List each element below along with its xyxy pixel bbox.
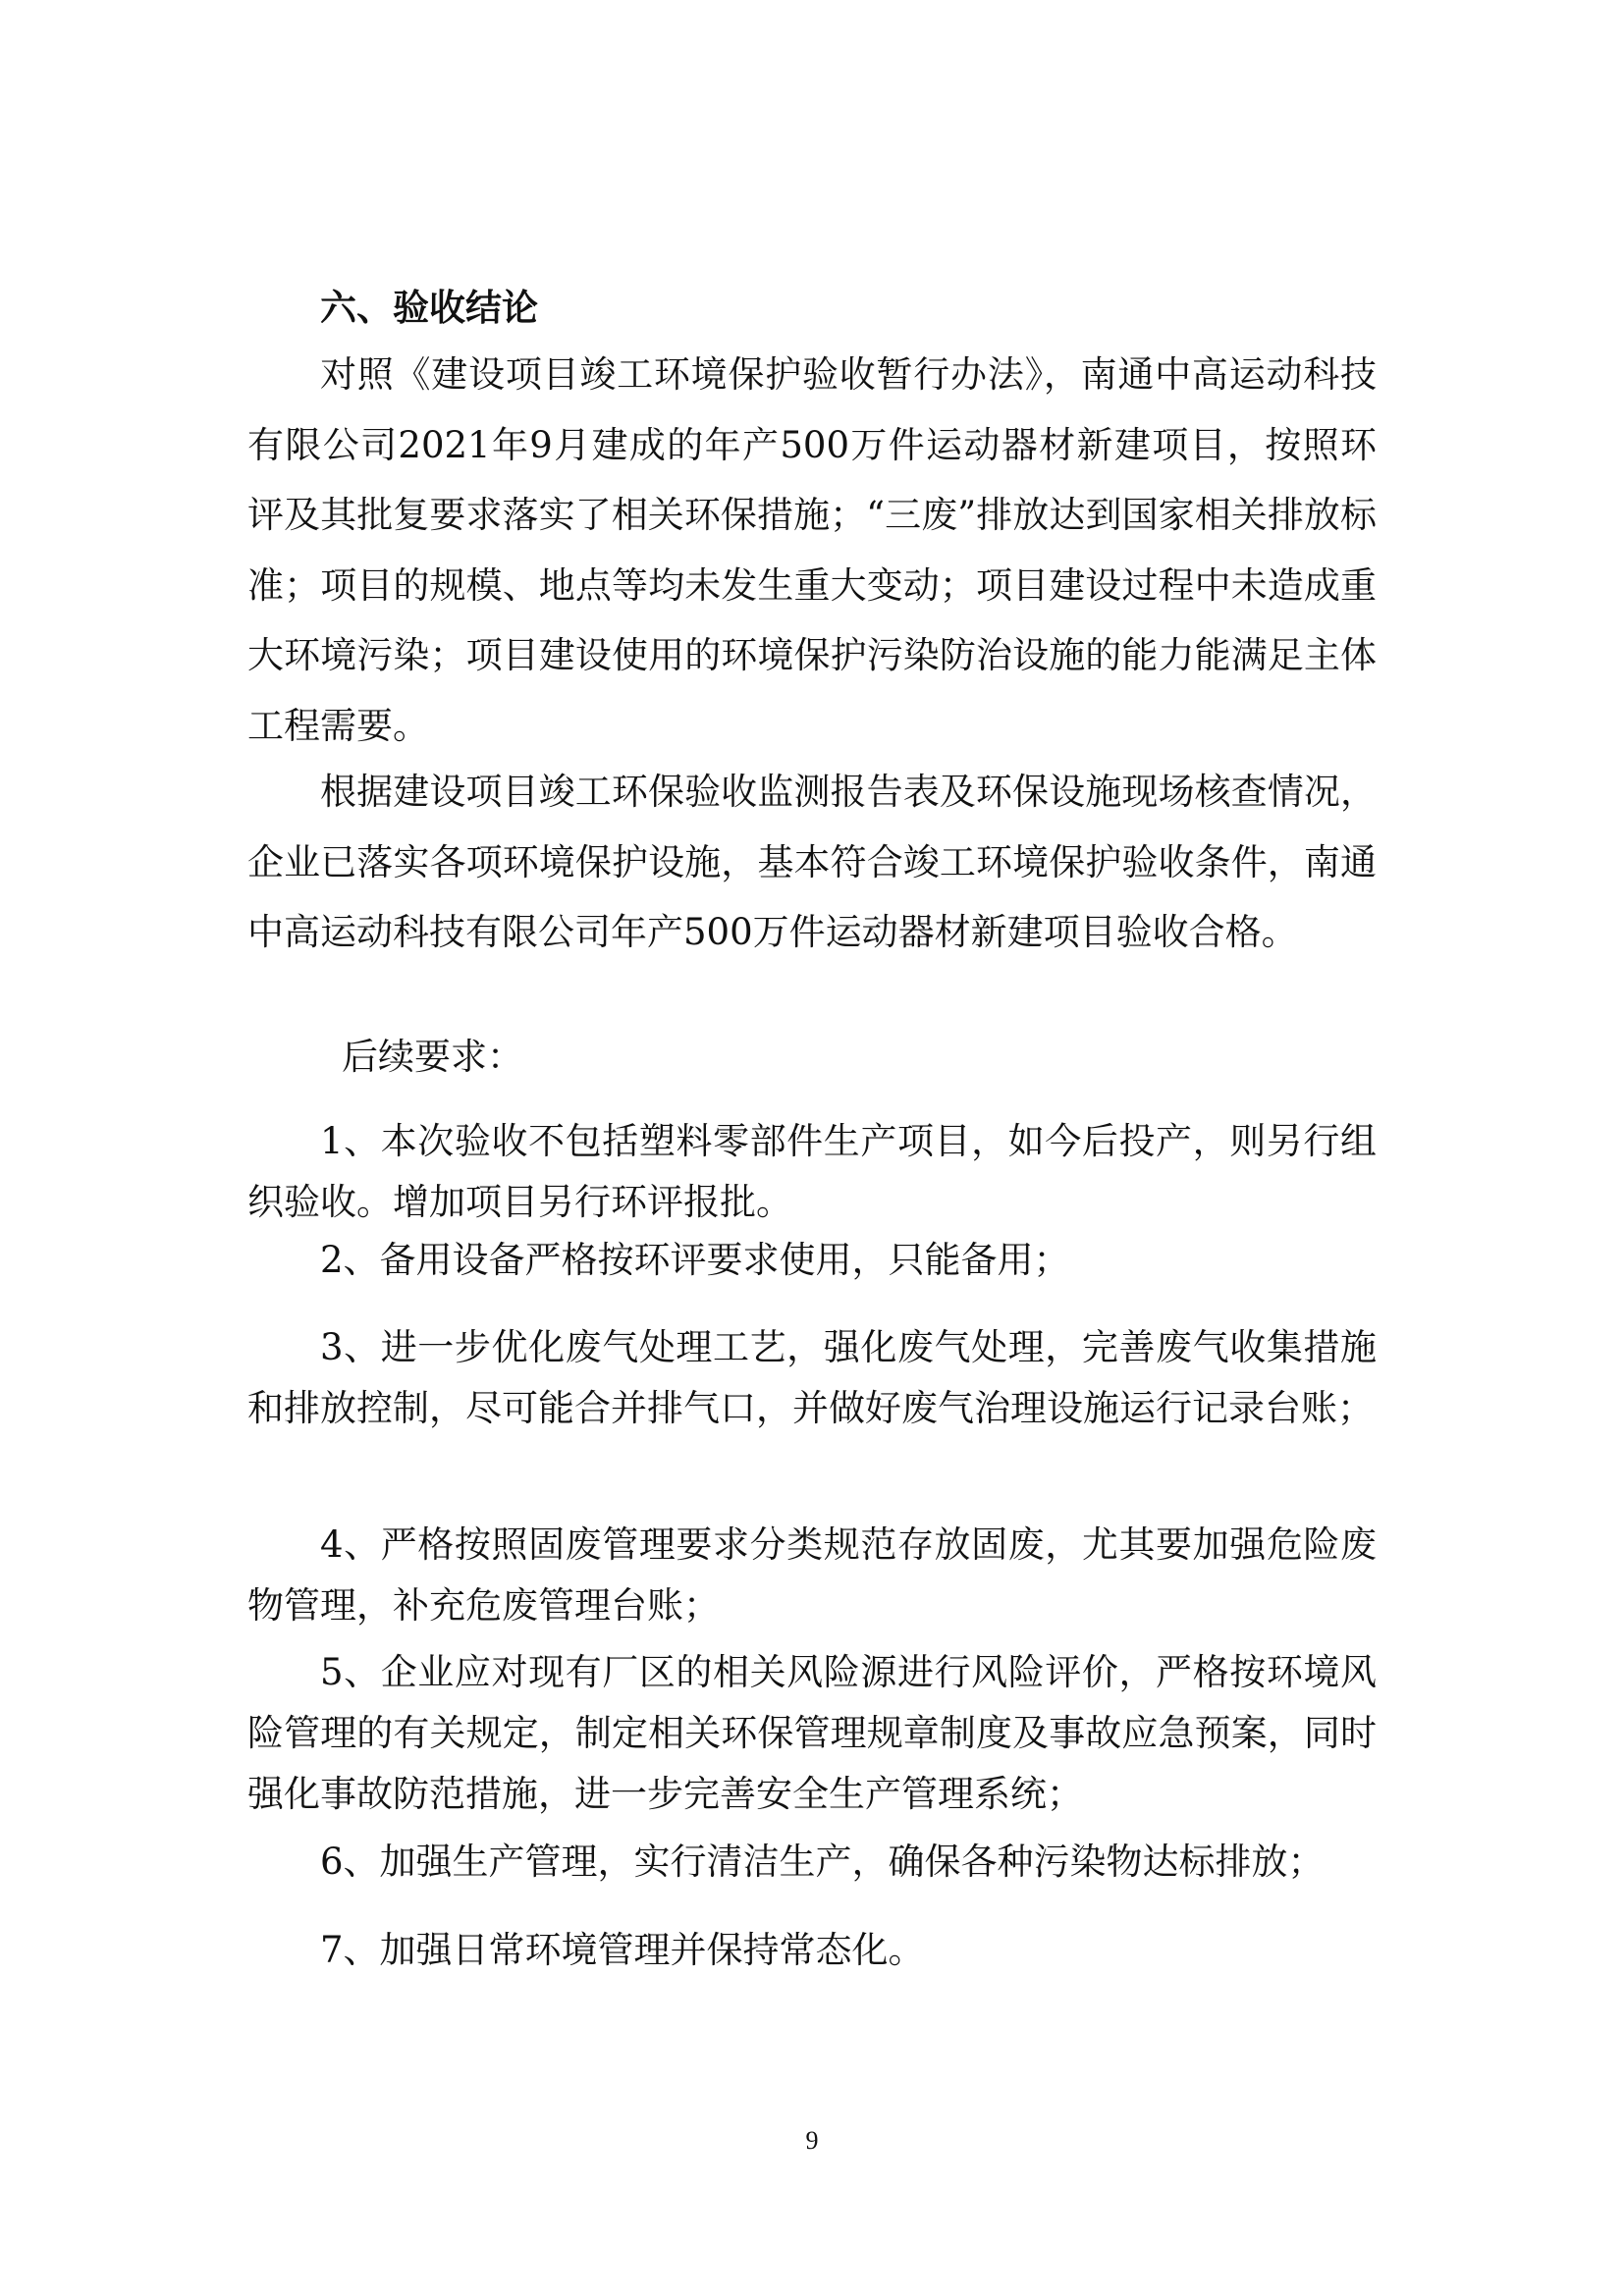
requirement-item-7: 7、加强日常环境管理并保持常态化。 [320, 1929, 925, 1971]
conclusion-paragraph: 对照《建设项目竣工环境保护验收暂行办法》，南通中高运动科技有限公司2021年9月建成的年产500万件运动器材新建项目，按照环评及其批复要求落实了相关环保措施；“三废”排放达到国家相关排放标准；项目的规模、地点等均未发生重大变动；项目建设过程中未造成重大环境污染；项目建设使用的环境保护污染防治设施的能力能满足主体工程需要。 [247, 353, 1377, 747]
inspection-paragraph: 根据建设项目竣工环保验收监测报告表及环保设施现场核查情况，企业已落实各项环境保护设施，基本符合竣工环境保护验收条件，南通中高运动科技有限公司年产500万件运动器材新建项目验收合格。 [247, 771, 1377, 953]
section-heading: 六、验收结论 [320, 287, 538, 329]
requirement-item-3: 3、进一步优化废气处理工艺，强化废气处理，完善废气收集措施和排放控制，尽可能合并排气口，并做好废气治理设施运行记录台账； [247, 1326, 1377, 1429]
requirement-item-4: 4、严格按照固废管理要求分类规范存放固废，尤其要加强危险废物管理，补充危废管理台账； [247, 1523, 1377, 1627]
requirement-item-5: 5、企业应对现有厂区的相关风险源进行风险评价，严格按环境风险管理的有关规定，制定相关环保管理规章制度及事故应急预案，同时强化事故防范措施，进一步完善安全生产管理系统； [247, 1651, 1377, 1815]
requirement-item-2: 2、备用设备严格按环评要求使用，只能备用； [320, 1239, 1070, 1281]
page-number: 9 [805, 2126, 819, 2155]
follow-up-title: 后续要求： [342, 1036, 523, 1078]
requirement-item-6: 6、加强生产管理，实行清洁生产，确保各种污染物达标排放； [320, 1841, 1325, 1883]
requirement-item-1: 1、本次验收不包括塑料零部件生产项目，如今后投产，则另行组织验收。增加项目另行环评报批。 [247, 1120, 1377, 1223]
